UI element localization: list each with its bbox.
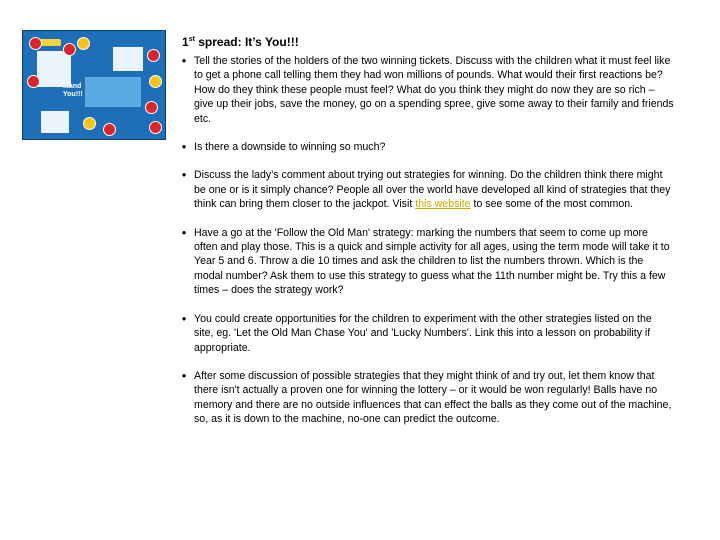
lottery-ball-icon xyxy=(63,43,76,56)
thumbnail-text-block xyxy=(41,111,69,133)
bullet-icon: ● xyxy=(181,227,187,237)
bullet-icon: ● xyxy=(181,370,187,380)
thumbnail-text-block xyxy=(113,47,143,71)
list-item xyxy=(174,140,674,154)
list-item xyxy=(174,54,674,126)
list-item-text: You could create opportunities for the children to experiment with the other strategies listed on the site, eg. 'Let the Old Man Chase You' and 'Lucky Numbers'. Link this into a lesson on probability if appropriate. xyxy=(194,312,652,354)
lottery-ball-icon xyxy=(149,75,162,88)
title-text: spread: It’s You!!! xyxy=(194,35,299,49)
discussion-list xyxy=(174,54,674,441)
lottery-ball-icon xyxy=(77,37,90,50)
list-item-text: After some discussion of possible strategies that they might think of and try out, let them know that there isn't actually a proven one for winning the lottery – or it would be won regularly! Balls have no memory and there are no outside influences that can effect the balls as they come out of the machine, so, as it is down to the machine, no-one can predict the outcome. xyxy=(194,369,672,426)
lottery-ball-icon xyxy=(145,101,158,114)
thumbnail-photo xyxy=(85,77,141,107)
website-link[interactable]: this website xyxy=(415,198,471,211)
lottery-ball-icon xyxy=(83,117,96,130)
title-number: 1 xyxy=(182,35,189,49)
list-item-text: Is there a downside to winning so much? xyxy=(194,141,386,154)
spread-thumbnail xyxy=(22,30,166,140)
list-item-text: Discuss the lady’s comment about trying out strategies for winning. Do the children think there might be one or is it simply chance? People all over the world have developed all kind of strategies that they think can bring them closer to the jackpot. Visit xyxy=(194,169,671,211)
list-item-text: Have a go at the 'Follow the Old Man' strategy: marking the numbers that seem to come up more often and play those. This is a quick and simple activity for all ages, using the term mode will take it to Year 5 and 6. Throw a die 10 times and ask the children to list the numbers thrown. Which is the modal number? Ask them to use this strategy to guess what the 11th number might be. Try this a few times – does the strategy work? xyxy=(194,226,670,297)
thumbnail-overlay-text: ...and You!!! xyxy=(63,83,83,98)
bullet-icon: ● xyxy=(181,170,187,180)
lottery-ball-icon xyxy=(27,75,40,88)
lottery-ball-icon xyxy=(147,49,160,62)
thumbnail-text-block xyxy=(37,51,71,87)
page-title xyxy=(182,35,299,49)
lottery-ball-icon xyxy=(103,123,116,136)
title-superscript: st xyxy=(188,36,195,43)
bullet-icon: ● xyxy=(181,142,187,152)
list-item xyxy=(174,168,674,211)
list-item xyxy=(174,312,674,355)
lottery-ball-icon xyxy=(149,121,162,134)
list-item xyxy=(174,226,674,298)
list-item-text: Tell the stories of the holders of the two winning tickets. Discuss with the children what it must feel like to get a phone call telling them they had won millions of pounds. What would their first reactions be? How do they think these people must feel? What do you think they might do now they are so rich – give up their jobs, save the money, go on a spending spree, give some away to their family and friends etc. xyxy=(194,55,674,125)
bullet-icon: ● xyxy=(181,56,187,65)
bullet-icon: ● xyxy=(181,313,187,323)
list-item-text: to see some of the most common. xyxy=(470,198,634,211)
list-item xyxy=(174,369,674,427)
lottery-ball-icon xyxy=(29,37,42,50)
